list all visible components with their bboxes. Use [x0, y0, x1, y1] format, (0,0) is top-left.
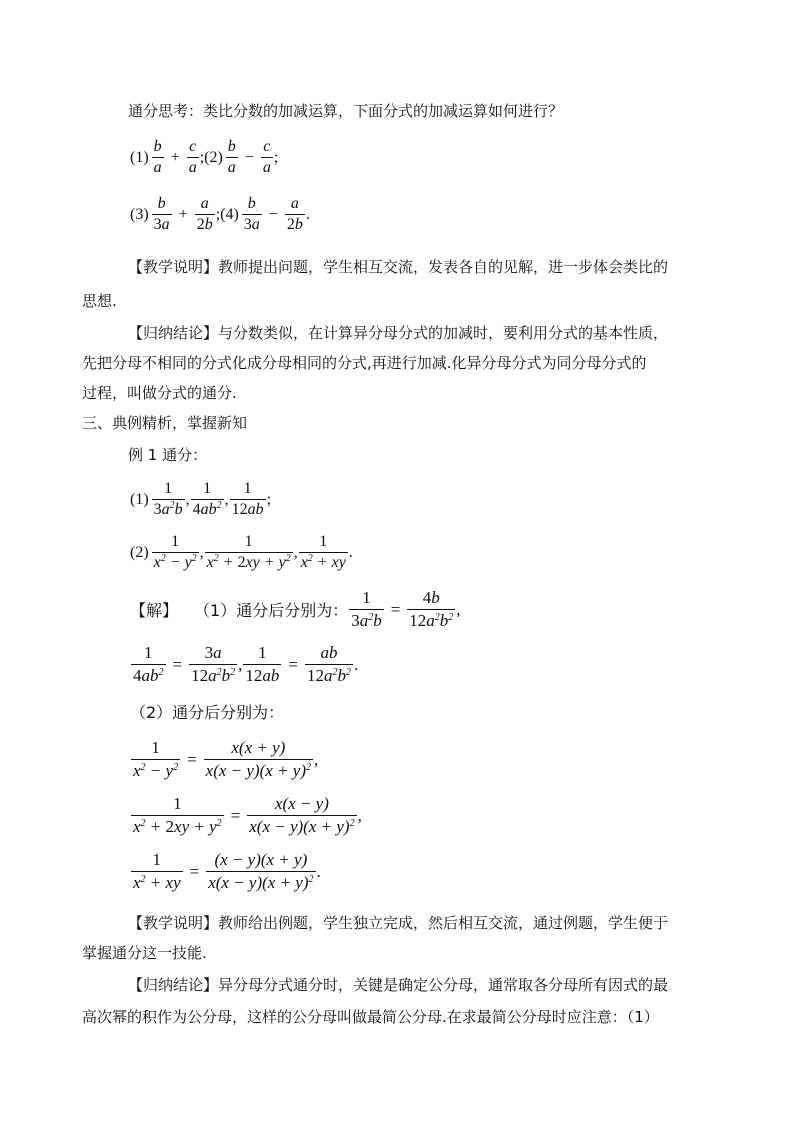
math-question-3-4: (3) $\frac{b}{3a}$ + $\frac{a}{2b}$ ; (4) $\frac{b}{3a}$ − $\frac{a}{2b}$ .	[130, 195, 310, 233]
section-heading: 三、典例精析，掌握新知	[82, 414, 248, 432]
math-solution-4: $\frac{1}{x^2 + 2xy + y^2}$ = $\frac{x(x - y)}{x(x - y)(x + y)^2}$ ,	[133, 794, 362, 836]
math-question-1-2: (1) $\frac{b}{a}$ + $\frac{c}{a}$ ; (2) $\frac{b}{a}$ − $\frac{c}{a}$ ;	[130, 138, 279, 176]
math-example-2: (2) $\frac{1}{x^2 - y^2}$ , $\frac{1}{x^2 + 2xy + y^2}$ , $\frac{1}{x^2 + xy}$ .	[130, 533, 353, 571]
math-solution-5: $\frac{1}{x^2 + xy}$ = $\frac{(x - y)(x + y)}{x(x - y)(x + y)^2}$ .	[133, 850, 321, 892]
paragraph-conclusion-1-end: 过程，叫做分式的通分.	[82, 384, 237, 402]
paragraph-teaching-note-1-cont: 思想.	[82, 292, 117, 310]
paragraph-teaching-note-2-cont: 掌握通分这一技能.	[82, 944, 207, 962]
math-solution-3: $\frac{1}{x^2 - y^2}$ = $\frac{x(x + y)}{x(x - y)(x + y)^2}$ ,	[133, 738, 319, 780]
solution-part-2-label: （2）通分后分别为：	[130, 703, 285, 722]
example-label: 例 1 通分：	[128, 446, 208, 464]
math-solution-1: 【解】 （1）通分后分别为： $\frac{1}{3a^2b}$ = $\frac{4b}{12a^2b^2}$ ,	[130, 588, 461, 630]
solution-label: 【解】	[130, 601, 179, 620]
paragraph-teaching-note-1: 【教学说明】教师提出问题，学生相互交流，发表各自的见解，进一步体会类比的	[128, 258, 669, 276]
math-example-1: (1) $\frac{1}{3a^2b}$ , $\frac{1}{4ab^2}$ , $\frac{1}{12ab}$ ;	[130, 480, 272, 518]
paragraph-conclusion-1-cont: 先把分母不相同的分式化成分母相同的分式,再进行加减.化异分母分式为同分母分式的	[82, 354, 647, 372]
paragraph-conclusion-2-cont: 高次幂的积作为公分母，这样的公分母叫做最简公分母.在求最简公分母时应注意：（1）	[82, 1008, 659, 1026]
math-solution-2: $\frac{1}{4ab^2}$ = $\frac{3a}{12a^2b^2}$ , $\frac{1}{12ab}$ = $\frac{ab}{12a^2b^2}$ .	[133, 643, 359, 685]
solution-part-1-label: （1）通分后分别为：	[194, 601, 349, 620]
paragraph-conclusion-1: 【归纳结论】与分数类似，在计算异分母分式的加减时，要利用分式的基本性质，	[128, 324, 669, 342]
paragraph-conclusion-2: 【归纳结论】异分母分式通分时，关键是确定公分母，通常取各分母所有因式的最	[128, 976, 669, 994]
paragraph-teaching-note-2: 【教学说明】教师给出例题，学生独立完成，然后相互交流，通过例题，学生便于	[128, 914, 669, 932]
paragraph-thinking: 通分思考：类比分数的加减运算，下面分式的加减运算如何进行？	[128, 102, 564, 120]
